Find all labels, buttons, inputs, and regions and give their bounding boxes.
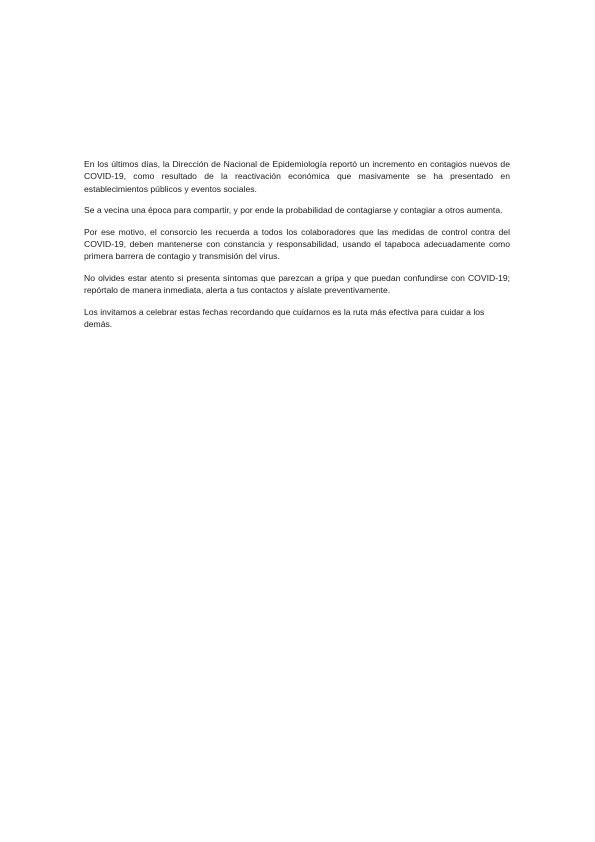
paragraph-celebration: Los invitamos a celebrar estas fechas recordando que cuidarnos es la ruta más efectiva para cuidar a los demás. [84, 306, 485, 330]
paragraph-symptoms-alert: No olvides estar atento si presenta síntomas que parezcan a gripa y que puedan confundirse con COVID-19; repórtalo de manera inmediata, alerta a tus contactos y aíslate preventivamente. [84, 272, 510, 296]
paragraph-control-measures: Por ese motivo, el consorcio les recuerda a todos los colaboradores que las medidas de control contra del COVID-19, deben mantenerse con constancia y responsabilidad, usando el tapaboca adecuadamente como primera barrera de contagio y transmisión del virus. [84, 226, 510, 262]
document-body [84, 158, 510, 339]
paragraph-season-risk: Se a vecina una época para compartir, y por ende la probabilidad de contagiarse y contagiar a otros aumenta. [84, 205, 503, 216]
paragraph-epidemiology-report: En los últimos días, la Dirección de Nacional de Epidemiología reportó un incremento en contagios nuevos de COVID-19, como resultado de la reactivación económica que masivamente se ha presentado en establecimientos públicos y eventos sociales. [84, 159, 510, 194]
